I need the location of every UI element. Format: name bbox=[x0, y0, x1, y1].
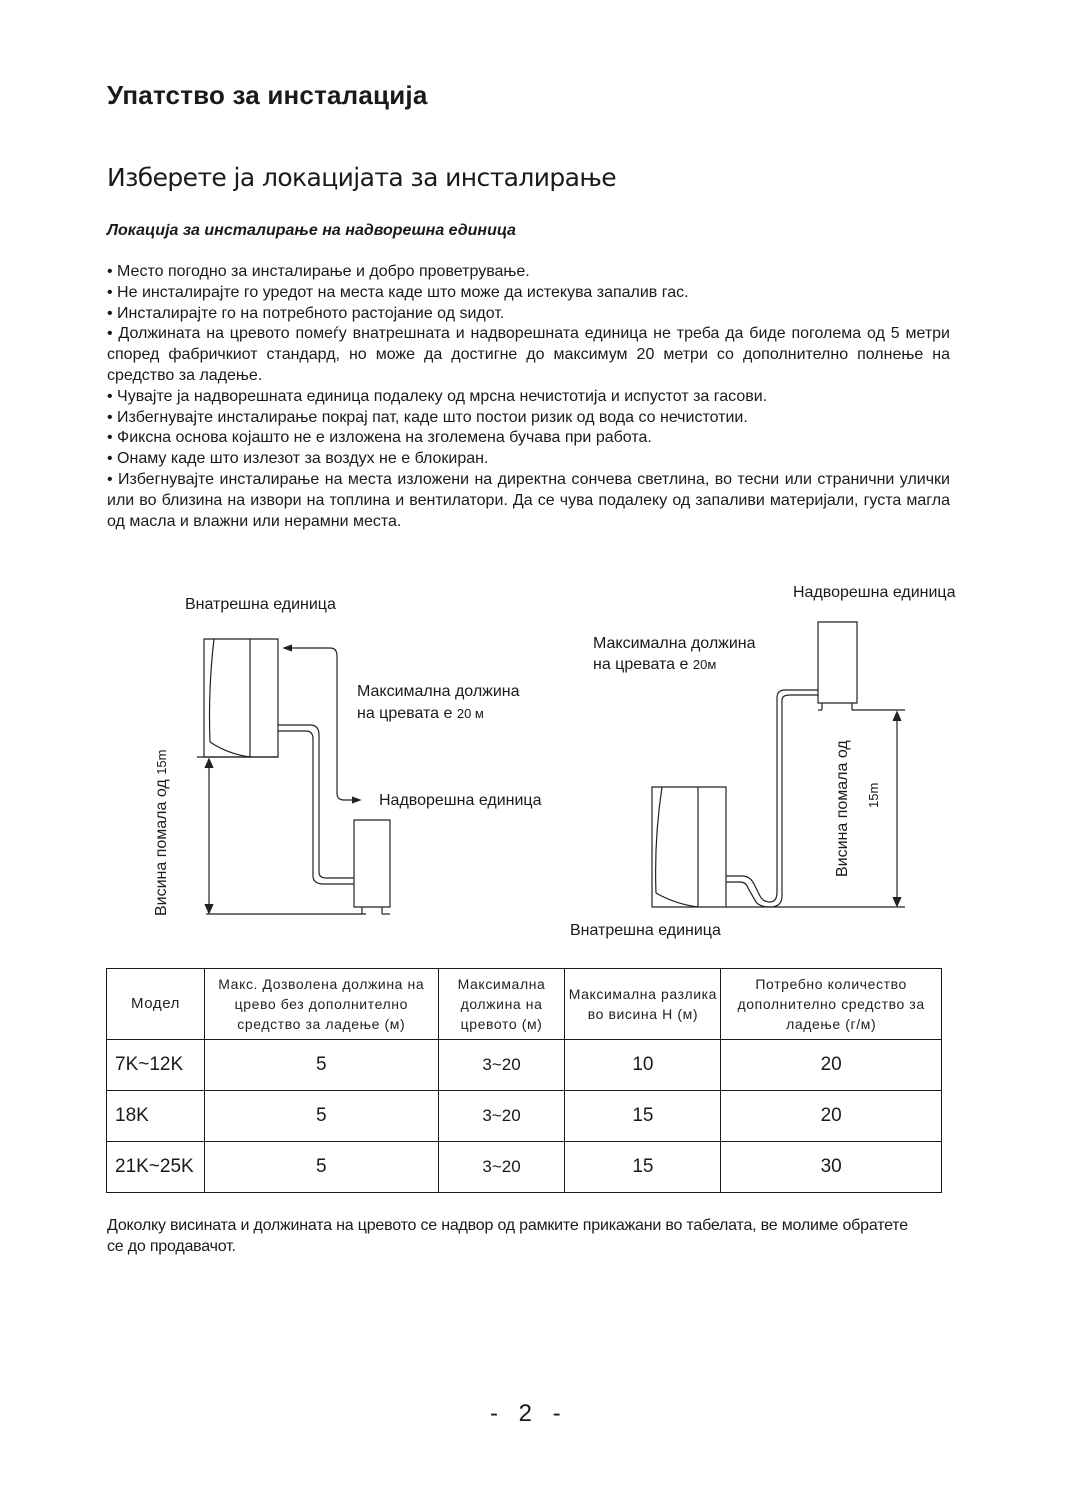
cell-value: 5 bbox=[204, 1091, 438, 1142]
table-header-row bbox=[107, 969, 942, 1040]
cell-value: 5 bbox=[204, 1040, 438, 1091]
header-max-height-difference: Максимална разлика во висина H (м) bbox=[565, 969, 721, 1040]
cell-value: 15 bbox=[565, 1091, 721, 1142]
table-row bbox=[107, 1142, 942, 1193]
pipe-spec-table bbox=[106, 968, 942, 1193]
bullet-item: • Не инсталирајте го уредот на места каде што може да истекува запалив гас. bbox=[107, 283, 689, 301]
indoor-unit-label: Внатрешна единица bbox=[570, 922, 721, 939]
cell-model: 21K~25K bbox=[107, 1142, 205, 1193]
cell-value: 15 bbox=[565, 1142, 721, 1193]
bullet-item: • Избегнувајте инсталирање на места изложени на директна сончева светлина, во тесни или странични улички или во близина на извори на топлина и вентилатори. Да се чува подалеку од запаливи материјали, густа магла од масла и влажни или нерамни места. bbox=[107, 470, 950, 530]
max-length-label: Максимална должина bbox=[357, 683, 520, 700]
height-limit-value: 15m bbox=[154, 749, 169, 775]
header-model: Модел bbox=[107, 969, 205, 1040]
max-length-label: Максимална должина bbox=[593, 635, 756, 652]
cell-value: 3~20 bbox=[438, 1142, 565, 1193]
cell-value: 20 bbox=[721, 1091, 942, 1142]
bullet-item: • Место погодно за инсталирање и добро проветрување. bbox=[107, 263, 530, 280]
bullet-item: • Фиксна основа којашто не е изложена на зголемена бучава при работа. bbox=[107, 429, 652, 447]
table-row bbox=[107, 1040, 942, 1091]
cell-value: 30 bbox=[721, 1142, 942, 1193]
footnote: Доколку висината и должината на цревото се надвор од рамките прикажани во табелата, ве молиме обратете се до продавачот. bbox=[107, 1217, 908, 1255]
height-limit-label: Висина помала од bbox=[834, 740, 851, 877]
cell-model: 7K~12K bbox=[107, 1040, 205, 1091]
bullet-item: • Должината на цревото помеѓу внатрешната и надворешната единица не треба да биде поголема од 5 метри според фабричкиот стандард, но може да достигне до максимум 20 метри со дополнително полнење на средство за ладење. bbox=[107, 325, 950, 384]
indoor-unit-label: Внатрешна единица bbox=[185, 596, 336, 613]
page-number: - 2 - bbox=[490, 1400, 563, 1427]
cell-value: 3~20 bbox=[438, 1091, 565, 1142]
bullet-item: • Избегнувајте инсталирање покрај пат, каде што постои ризик од вода со нечистотии. bbox=[107, 408, 748, 426]
outdoor-unit-label: Надворешна единица bbox=[793, 584, 956, 601]
header-max-length-no-refrigerant: Макс. Дозволена должина на црево без дополнително средство за ладење (м) bbox=[204, 969, 438, 1040]
page-title: Упатство за инсталација bbox=[107, 80, 428, 110]
cell-value: 10 bbox=[565, 1040, 721, 1091]
subsection-heading: Локација за инсталирање на надворешна единица bbox=[107, 222, 516, 239]
bullet-item: • Онаму каде што излезот за воздух не е блокиран. bbox=[107, 450, 489, 468]
header-max-pipe-length: Максимална должина на цревото (м) bbox=[438, 969, 565, 1040]
cell-value: 5 bbox=[204, 1142, 438, 1193]
bullet-item: • Чувајте ја надворешната единица подалеку од мрсна нечистотија и испустот за гасови. bbox=[107, 387, 768, 405]
bullet-item: • Инсталирајте го на потребното растојание од ѕидот. bbox=[107, 304, 505, 322]
height-limit-label: Висина помала од 15m bbox=[153, 749, 170, 916]
height-limit-value: 15m bbox=[866, 782, 881, 808]
table-row bbox=[107, 1091, 942, 1142]
bullet-list bbox=[107, 262, 950, 532]
max-length-label: на цревата е 20 м bbox=[357, 705, 484, 722]
outdoor-unit-label: Надворешна единица bbox=[379, 792, 542, 809]
cell-value: 20 bbox=[721, 1040, 942, 1091]
cell-model: 18K bbox=[107, 1091, 205, 1142]
header-additional-refrigerant: Потребно количество дополнително средство за ладење (г/м) bbox=[721, 969, 942, 1040]
max-length-value: 20 м bbox=[456, 706, 484, 721]
cell-value: 3~20 bbox=[438, 1040, 565, 1091]
section-title: Изберете ја локацијата за инсталирање bbox=[107, 163, 617, 192]
max-length-label: на цревата е 20м bbox=[593, 656, 717, 673]
max-length-value: 20м bbox=[692, 657, 717, 672]
